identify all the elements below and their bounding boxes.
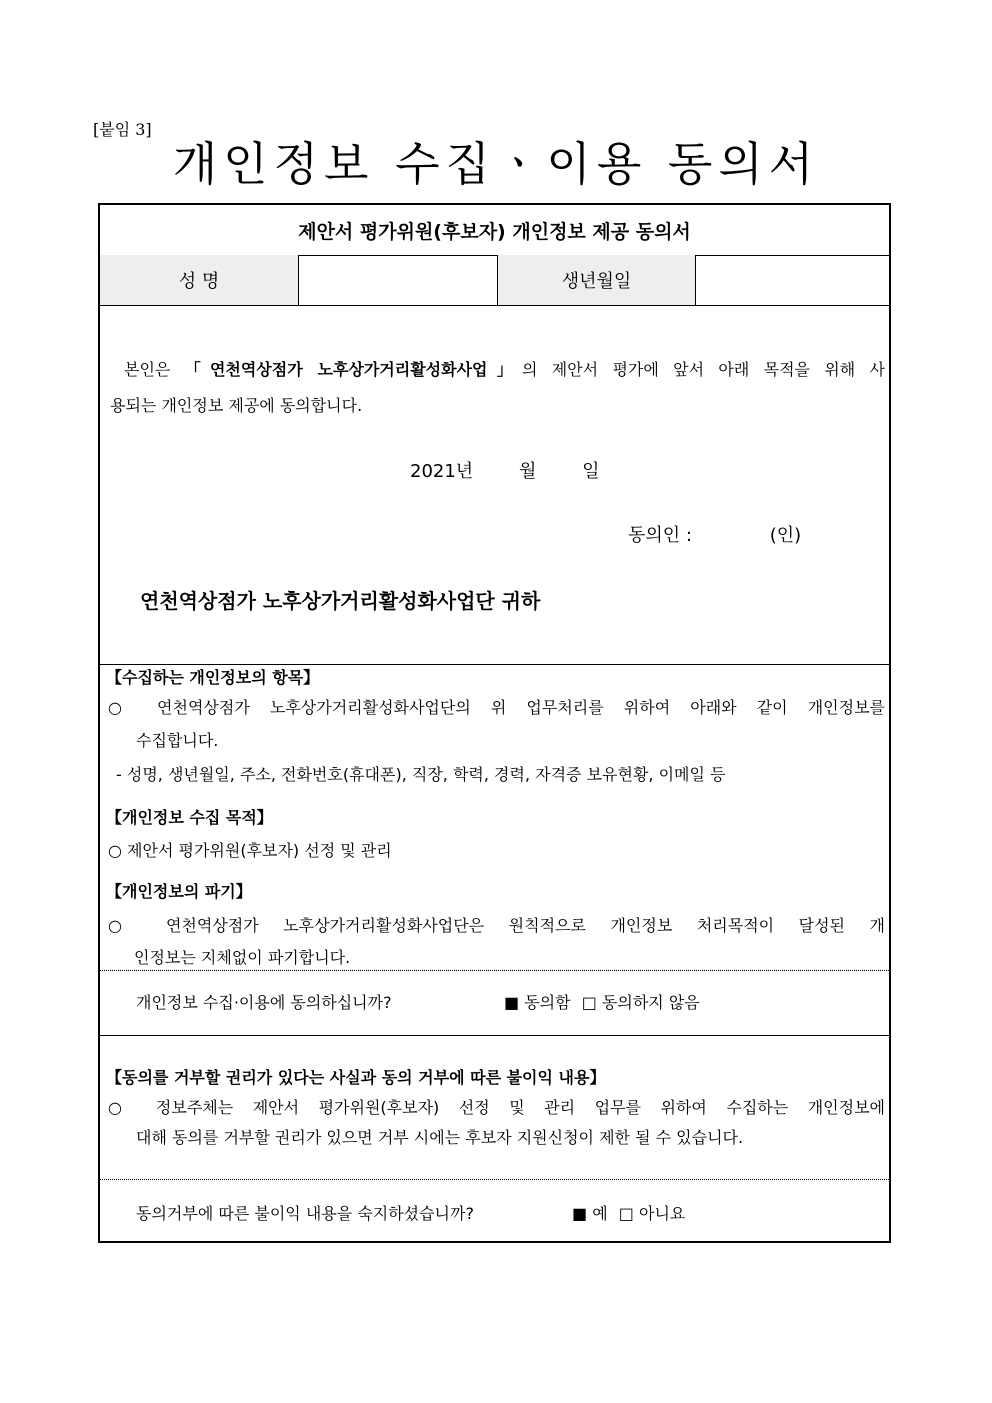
date-day: 일 [582, 461, 600, 482]
yes-label: 예 [592, 1204, 608, 1223]
collect-purpose-line: ○ 제안서 평가위원(후보자) 선정 및 관리 [108, 841, 392, 860]
recipient: 연천역상점가 노후상가거리활성화사업단 귀하 [140, 589, 541, 613]
disagree-label: 동의하지 않음 [601, 993, 700, 1012]
acknowledge-question: 동의거부에 따른 불이익 내용을 숙지하셨습니까? [136, 1204, 474, 1223]
consent-form [98, 203, 891, 1243]
consent-question: 개인정보 수집·이용에 동의하십니까? [136, 993, 392, 1012]
collect-items-line-1: ○ 연천역상점가 노후상가거리활성화사업단의 위 업무처리를 위하여 아래와 같이 개인정보를 [108, 698, 885, 717]
agree-label: 동의함 [524, 993, 571, 1012]
attachment-label: [붙임 3] [93, 120, 152, 139]
intro-line-1 [110, 354, 885, 386]
yes-checkbox[interactable]: ■ [572, 1204, 588, 1223]
no-checkbox[interactable]: □ [618, 1204, 634, 1223]
destruction-line-2: 인정보는 지체없이 파기합니다. [134, 948, 351, 967]
destruction-line-1: ○ 연천역상점가 노후상가거리활성화사업단은 원칙적으로 개인정보 처리목적이 달성된 개 [108, 916, 885, 935]
birth-field[interactable] [695, 255, 889, 305]
date-line [410, 457, 599, 483]
consenter-line [628, 521, 801, 547]
acknowledge-options [572, 1198, 685, 1230]
divider [100, 1035, 889, 1036]
disagree-checkbox[interactable]: □ [581, 993, 597, 1012]
form-title: 제안서 평가위원(후보자) 개인정보 제공 동의서 [100, 205, 889, 256]
date-year: 2021년 [410, 461, 474, 482]
agree-checkbox[interactable]: ■ [504, 993, 520, 1012]
name-field[interactable] [298, 255, 497, 305]
collect-items-heading: 【수집하는 개인정보의 항목】 [106, 668, 320, 687]
name-label: 성 명 [100, 255, 298, 305]
document-title: 개인정보 수집ㆍ이용 동의서 [172, 137, 820, 191]
collect-purpose-heading: 【개인정보 수집 목적】 [106, 808, 273, 827]
collect-items-list: - 성명, 생년월일, 주소, 전화번호(휴대폰), 직장, 학력, 경력, 자격증 보유현황, 이메일 등 [116, 765, 726, 784]
consenter-label: 동의인 : [628, 525, 692, 546]
destruction-heading: 【개인정보의 파기】 [106, 882, 252, 901]
intro-line-2: 용되는 개인정보 제공에 동의합니다. [110, 396, 363, 415]
intro-rest: 의 제안서 평가에 앞서 아래 목적을 위해 사 [521, 360, 885, 379]
no-label: 아니요 [639, 1204, 686, 1223]
dotted-divider [100, 1179, 889, 1180]
dotted-divider [100, 970, 889, 971]
intro-project: 「연천역상점가 노후상가거리활성화사업」 [184, 360, 522, 379]
refusal-rights-line-1: ○ 정보주체는 제안서 평가위원(후보자) 선정 및 관리 업무를 위하여 수집하는 개인정보에 [108, 1098, 885, 1117]
collect-items-line-2: 수집합니다. [136, 731, 219, 750]
refusal-rights-heading: 【동의를 거부할 권리가 있다는 사실과 동의 거부에 따른 불이익 내용】 [106, 1068, 606, 1087]
seal-label: (인) [769, 525, 802, 546]
intro-prefix: 본인은 [124, 360, 185, 379]
date-month: 월 [518, 461, 537, 482]
consent-options [504, 987, 700, 1019]
refusal-rights-line-2: 대해 동의를 거부할 권리가 있으면 거부 시에는 후보자 지원신청이 제한 될 수 있습니다. [136, 1128, 744, 1147]
info-row [100, 255, 889, 306]
birth-label: 생년월일 [497, 255, 695, 305]
